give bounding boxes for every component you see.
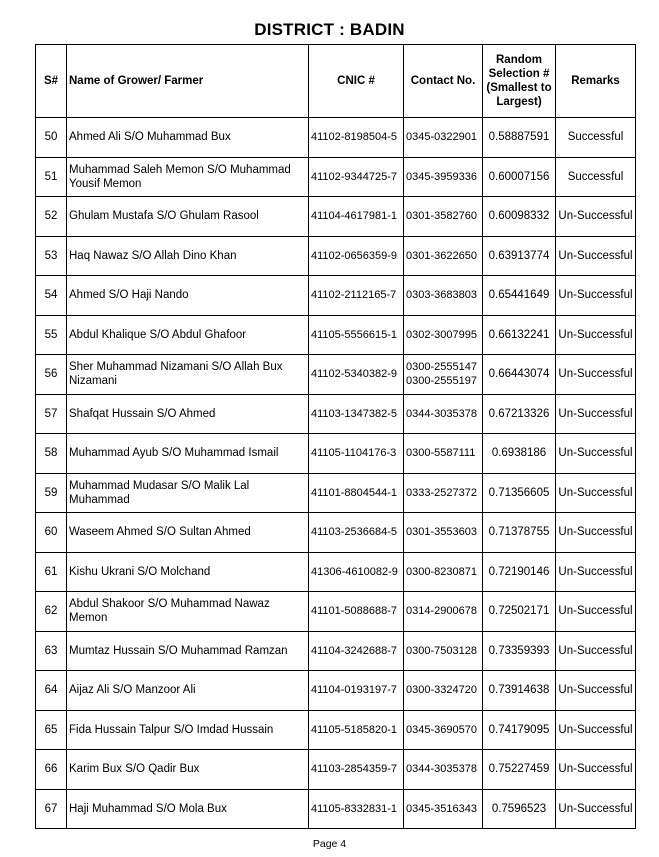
cell-contact: [404, 789, 483, 829]
column-header-contact: Contact No.: [404, 45, 483, 118]
cell-cnic: 41104-3242688-7: [309, 631, 404, 671]
table-row: [36, 592, 636, 632]
contact-number: 0345-3690570: [406, 723, 477, 736]
contact-number: 0344-3035378: [406, 407, 477, 420]
cell-grower-name: Ahmed Ali S/O Muhammad Bux: [67, 118, 309, 158]
cell-grower-name: Aijaz Ali S/O Manzoor Ali: [67, 671, 309, 711]
contact-number: 0302-3007995: [406, 328, 477, 341]
contact-number: 0300-5587111: [406, 447, 476, 460]
cell-serial-number: 66: [36, 750, 67, 790]
cell-grower-name: Waseem Ahmed S/O Sultan Ahmed: [67, 513, 309, 553]
cell-serial-number: 64: [36, 671, 67, 711]
cell-contact: [404, 118, 483, 158]
cell-random-selection: 0.73914638: [483, 671, 556, 711]
cell-cnic: 41105-8332831-1: [309, 789, 404, 829]
cell-random-selection: 0.60007156: [483, 157, 556, 197]
cell-contact: [404, 394, 483, 434]
cell-cnic: 41103-2536684-5: [309, 513, 404, 553]
cell-serial-number: 62: [36, 592, 67, 632]
column-header-random-line: Largest): [496, 96, 542, 108]
growers-table: [35, 44, 636, 829]
cell-cnic: 41102-5340382-9: [309, 355, 404, 395]
page-title: DISTRICT : BADIN: [254, 20, 405, 39]
cell-grower-name: Sher Muhammad Nizamani S/O Allah Bux Nizamani: [67, 355, 309, 395]
table-row: [36, 513, 636, 553]
cell-cnic: 41105-1104176-3: [309, 434, 404, 474]
contact-number: 0301-3582760: [406, 210, 477, 223]
cell-cnic: 41306-4610082-9: [309, 552, 404, 592]
cell-random-selection: 0.60098332: [483, 197, 556, 237]
cell-remarks: Un-Successful: [556, 750, 636, 790]
cell-contact: [404, 236, 483, 276]
column-header-remarks: Remarks: [556, 45, 636, 118]
table-row: [36, 118, 636, 158]
cell-remarks: Un-Successful: [556, 434, 636, 474]
cell-contact: [404, 671, 483, 711]
cell-remarks: Successful: [556, 157, 636, 197]
cell-random-selection: 0.7596523: [483, 789, 556, 829]
contact-number: 0344-3035378: [406, 763, 477, 776]
cell-random-selection: 0.66132241: [483, 315, 556, 355]
cell-contact: [404, 473, 483, 513]
cell-grower-name: Karim Bux S/O Qadir Bux: [67, 750, 309, 790]
cell-contact: [404, 513, 483, 553]
cell-contact: [404, 434, 483, 474]
cell-contact: [404, 355, 483, 395]
cell-remarks: Un-Successful: [556, 671, 636, 711]
column-header-cnic: CNIC #: [309, 45, 404, 118]
cell-contact: [404, 592, 483, 632]
cell-grower-name: Muhammad Ayub S/O Muhammad Ismail: [67, 434, 309, 474]
cell-remarks: Un-Successful: [556, 592, 636, 632]
table-row: [36, 789, 636, 829]
cell-serial-number: 60: [36, 513, 67, 553]
cell-cnic: 41105-5185820-1: [309, 710, 404, 750]
cell-random-selection: 0.66443074: [483, 355, 556, 395]
cell-remarks: Un-Successful: [556, 631, 636, 671]
cell-contact: [404, 197, 483, 237]
table-row: [36, 157, 636, 197]
table-row: [36, 236, 636, 276]
cell-cnic: 41101-5088688-7: [309, 592, 404, 632]
contact-number: 0300-2555147: [406, 361, 477, 374]
cell-contact: [404, 552, 483, 592]
cell-serial-number: 53: [36, 236, 67, 276]
column-header-name: Name of Grower/ Farmer: [67, 45, 309, 118]
cell-remarks: Un-Successful: [556, 473, 636, 513]
cell-cnic: 41102-9344725-7: [309, 157, 404, 197]
cell-grower-name: Muhammad Saleh Memon S/O Muhammad Yousif Memon: [67, 157, 309, 197]
contact-number: 0303-3683803: [406, 289, 477, 302]
table-row: [36, 750, 636, 790]
cell-cnic: 41103-2854359-7: [309, 750, 404, 790]
cell-random-selection: 0.71378755: [483, 513, 556, 553]
cell-serial-number: 51: [36, 157, 67, 197]
table-row: [36, 355, 636, 395]
cell-grower-name: Ahmed S/O Haji Nando: [67, 276, 309, 316]
cell-cnic: 41103-1347382-5: [309, 394, 404, 434]
table-row: [36, 276, 636, 316]
contact-number: 0301-3553603: [406, 526, 477, 539]
contact-number: 0301-3622650: [406, 249, 477, 262]
cell-cnic: 41104-0193197-7: [309, 671, 404, 711]
cell-cnic: 41104-4617981-1: [309, 197, 404, 237]
cell-serial-number: 61: [36, 552, 67, 592]
cell-serial-number: 54: [36, 276, 67, 316]
column-header-random-line: Random: [496, 54, 542, 66]
contact-number: 0345-3959336: [406, 170, 477, 183]
cell-grower-name: Mumtaz Hussain S/O Muhammad Ramzan: [67, 631, 309, 671]
cell-random-selection: 0.6938186: [483, 434, 556, 474]
column-header-random-line: (Smallest to: [486, 82, 552, 94]
cell-grower-name: Haji Muhammad S/O Mola Bux: [67, 789, 309, 829]
table-header-row: [36, 45, 636, 118]
table-row: [36, 315, 636, 355]
cell-remarks: Un-Successful: [556, 552, 636, 592]
contact-number: 0300-7503128: [406, 644, 477, 657]
cell-remarks: Un-Successful: [556, 710, 636, 750]
cell-remarks: Un-Successful: [556, 236, 636, 276]
cell-remarks: Un-Successful: [556, 394, 636, 434]
cell-serial-number: 56: [36, 355, 67, 395]
cell-random-selection: 0.73359393: [483, 631, 556, 671]
cell-grower-name: Abdul Shakoor S/O Muhammad Nawaz Memon: [67, 592, 309, 632]
table-row: [36, 631, 636, 671]
page-number: Page 4: [312, 838, 347, 850]
contact-number: 0300-3324720: [406, 684, 477, 697]
column-header-random-line: Selection #: [488, 68, 550, 80]
contact-number: 0314-2900678: [406, 605, 477, 618]
cell-cnic: 41102-8198504-5: [309, 118, 404, 158]
cell-random-selection: 0.71356605: [483, 473, 556, 513]
cell-random-selection: 0.65441649: [483, 276, 556, 316]
cell-contact: [404, 315, 483, 355]
table-row: [36, 552, 636, 592]
cell-serial-number: 59: [36, 473, 67, 513]
contact-number: 0333-2527372: [406, 486, 477, 499]
cell-contact: [404, 157, 483, 197]
cell-random-selection: 0.75227459: [483, 750, 556, 790]
cell-random-selection: 0.72502171: [483, 592, 556, 632]
table-row: [36, 473, 636, 513]
cell-serial-number: 67: [36, 789, 67, 829]
contact-number: 0345-0322901: [406, 131, 477, 144]
contact-number: 0345-3516343: [406, 802, 477, 815]
cell-random-selection: 0.63913774: [483, 236, 556, 276]
cell-contact: [404, 631, 483, 671]
cell-remarks: Un-Successful: [556, 276, 636, 316]
cell-grower-name: Ghulam Mustafa S/O Ghulam Rasool: [67, 197, 309, 237]
cell-grower-name: Kishu Ukrani S/O Molchand: [67, 552, 309, 592]
cell-random-selection: 0.74179095: [483, 710, 556, 750]
cell-random-selection: 0.67213326: [483, 394, 556, 434]
cell-contact: [404, 750, 483, 790]
table-row: [36, 710, 636, 750]
cell-serial-number: 57: [36, 394, 67, 434]
cell-serial-number: 50: [36, 118, 67, 158]
cell-random-selection: 0.58887591: [483, 118, 556, 158]
cell-remarks: Un-Successful: [556, 197, 636, 237]
cell-random-selection: 0.72190146: [483, 552, 556, 592]
cell-grower-name: Fida Hussain Talpur S/O Imdad Hussain: [67, 710, 309, 750]
cell-remarks: Un-Successful: [556, 789, 636, 829]
column-header-sn: S#: [36, 45, 67, 118]
cell-grower-name: Muhammad Mudasar S/O Malik Lal Muhammad: [67, 473, 309, 513]
cell-grower-name: Abdul Khalique S/O Abdul Ghafoor: [67, 315, 309, 355]
table-row: [36, 197, 636, 237]
table-row: [36, 394, 636, 434]
table-row: [36, 434, 636, 474]
cell-serial-number: 63: [36, 631, 67, 671]
cell-serial-number: 65: [36, 710, 67, 750]
cell-remarks: Successful: [556, 118, 636, 158]
cell-remarks: Un-Successful: [556, 315, 636, 355]
table-row: [36, 671, 636, 711]
cell-serial-number: 55: [36, 315, 67, 355]
column-header-random: [483, 45, 556, 118]
cell-contact: [404, 276, 483, 316]
cell-serial-number: 58: [36, 434, 67, 474]
cell-remarks: Un-Successful: [556, 513, 636, 553]
cell-grower-name: Shafqat Hussain S/O Ahmed: [67, 394, 309, 434]
contact-number: 0300-8230871: [406, 565, 477, 578]
cell-cnic: 41101-8804544-1: [309, 473, 404, 513]
cell-cnic: 41102-0656359-9: [309, 236, 404, 276]
cell-contact: [404, 710, 483, 750]
cell-remarks: Un-Successful: [556, 355, 636, 395]
cell-cnic: 41102-2112165-7: [309, 276, 404, 316]
cell-serial-number: 52: [36, 197, 67, 237]
cell-grower-name: Haq Nawaz S/O Allah Dino Khan: [67, 236, 309, 276]
cell-cnic: 41105-5556615-1: [309, 315, 404, 355]
contact-number-secondary: 0300-2555197: [406, 375, 477, 388]
